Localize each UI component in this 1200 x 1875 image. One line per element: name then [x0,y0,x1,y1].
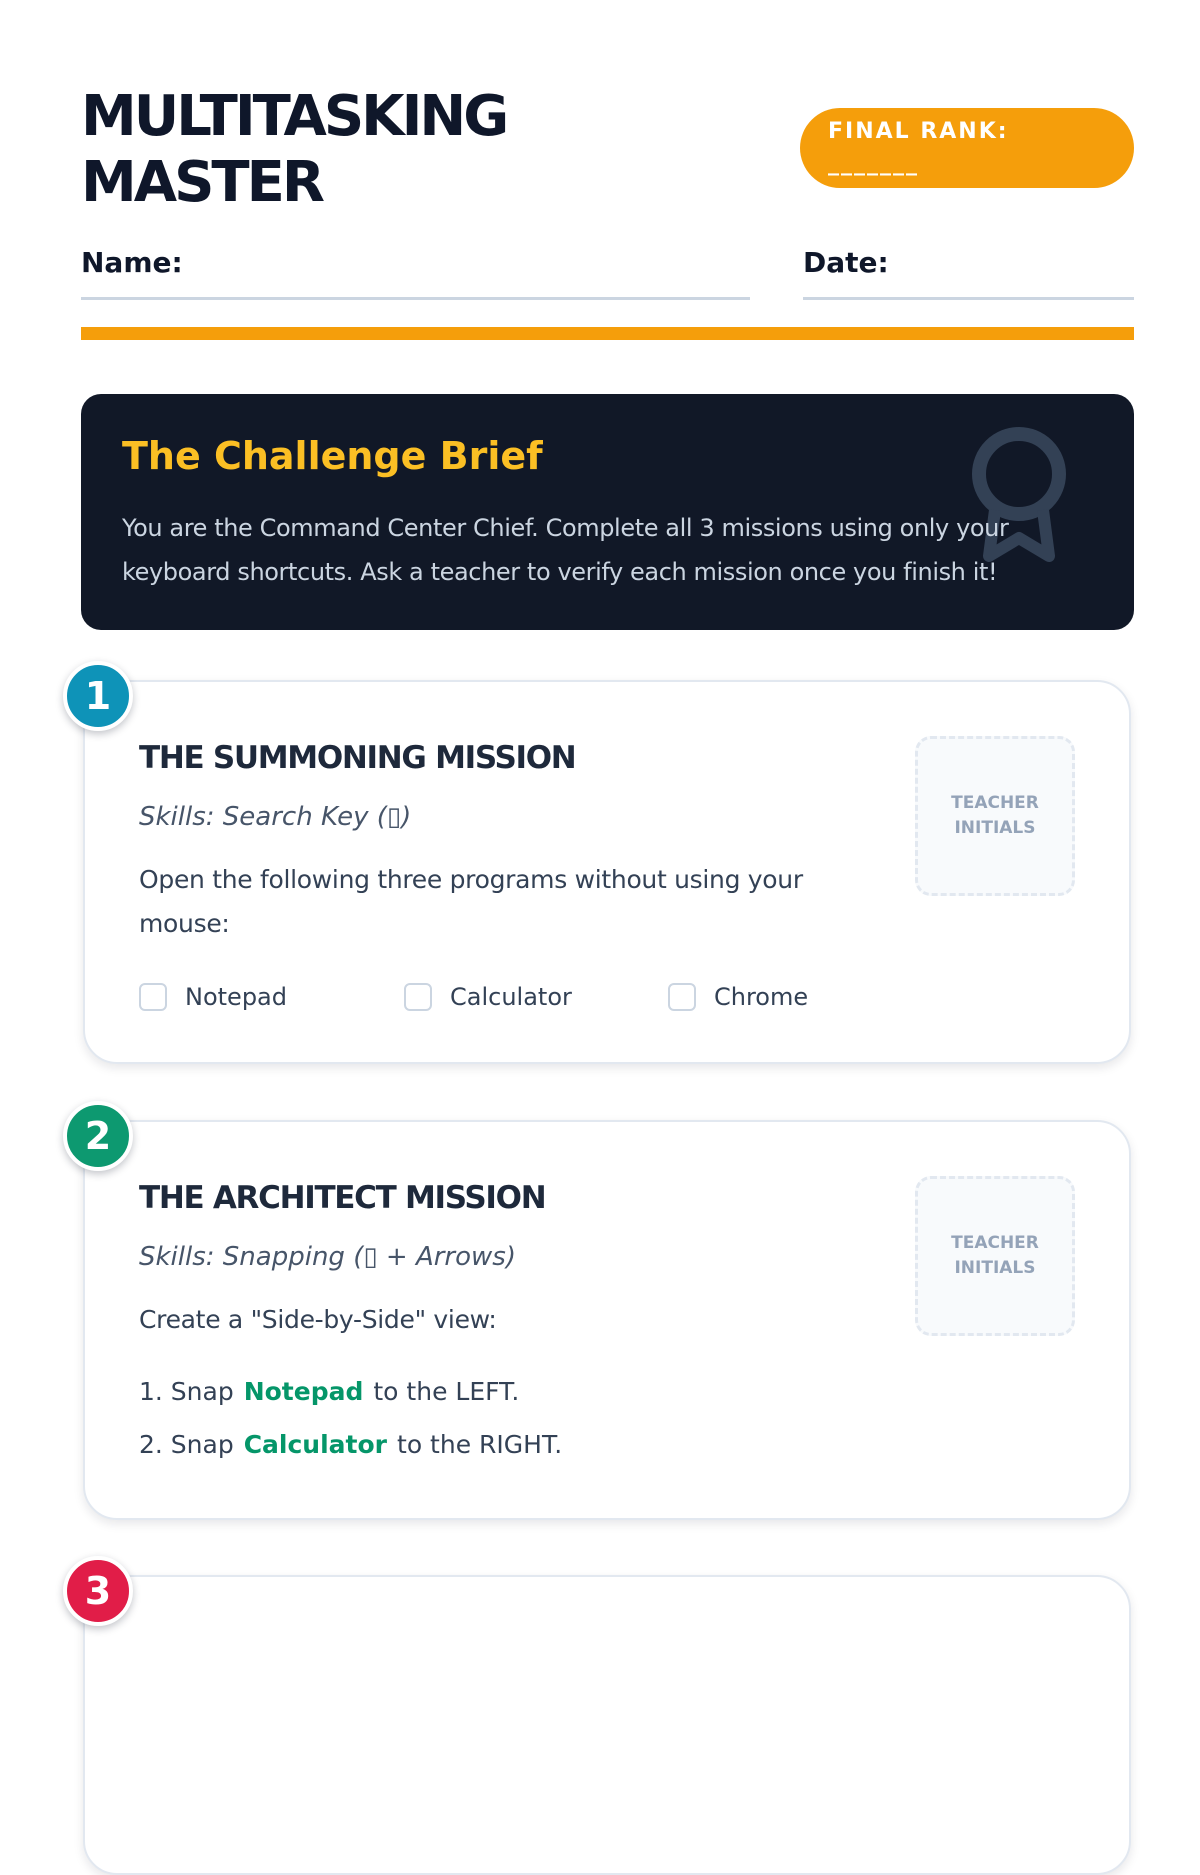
mission-card-2 [83,1120,1131,1520]
date-label: Date: [803,246,889,279]
mission-number-badge-1: 1 [63,661,133,731]
checklist-item-notepad[interactable] [139,980,287,1014]
checklist-item-calculator[interactable] [404,980,572,1014]
final-rank-badge [800,108,1134,188]
checkbox[interactable] [404,983,432,1011]
snap-step-1 [139,1377,519,1406]
step-suffix: to the LEFT. [373,1377,520,1406]
mission-instructions: Open the following three programs without using your mouse: [139,865,803,938]
checkbox[interactable] [139,983,167,1011]
mission-card-1 [83,680,1131,1064]
final-rank-blank: _______ [828,151,919,176]
final-rank-label: FINAL RANK: [828,119,1009,144]
mission-skills: Skills: Snapping (▯ + Arrows) [139,1242,516,1272]
teacher-initials-label: TEACHER INITIALS [951,1233,1039,1278]
mission-number-badge-3: 3 [63,1556,133,1626]
header-divider [81,327,1134,340]
mission-title: THE SUMMONING MISSION [139,740,576,776]
teacher-initials-box[interactable] [915,736,1075,896]
date-line[interactable] [803,297,1134,300]
title-line-2: MASTER [81,150,322,215]
step-app: Calculator [243,1430,388,1459]
step-app: Notepad [243,1377,364,1406]
checklist-label: Notepad [185,983,287,1011]
mission-instructions: Create a "Side-by-Side" view: [139,1305,497,1334]
name-line[interactable] [81,297,750,300]
checklist-label: Chrome [714,983,809,1011]
worksheet-title [81,84,601,216]
brief-title: The Challenge Brief [122,434,543,478]
checklist-item-chrome[interactable] [668,980,808,1014]
snap-step-2 [139,1430,562,1459]
teacher-initials-label: TEACHER INITIALS [951,793,1039,838]
step-prefix: 1. Snap [139,1377,234,1406]
mission-card-3 [83,1575,1131,1875]
name-label: Name: [81,246,183,279]
teacher-initials-box[interactable] [915,1176,1075,1336]
title-line-1: MULTITASKING [81,84,507,149]
mission-title: THE ARCHITECT MISSION [139,1180,546,1216]
mission-number-badge-2: 2 [63,1101,133,1171]
step-prefix: 2. Snap [139,1430,234,1459]
challenge-brief-panel [81,394,1134,630]
brief-text: You are the Command Center Chief. Complete all 3 missions using only your keyboard shortcuts. Ask a teacher to verify each mission once you finish it! [122,514,1009,586]
checkbox[interactable] [668,983,696,1011]
mission-skills: Skills: Search Key (▯) [139,802,412,832]
step-suffix: to the RIGHT. [397,1430,563,1459]
checklist-label: Calculator [450,983,572,1011]
